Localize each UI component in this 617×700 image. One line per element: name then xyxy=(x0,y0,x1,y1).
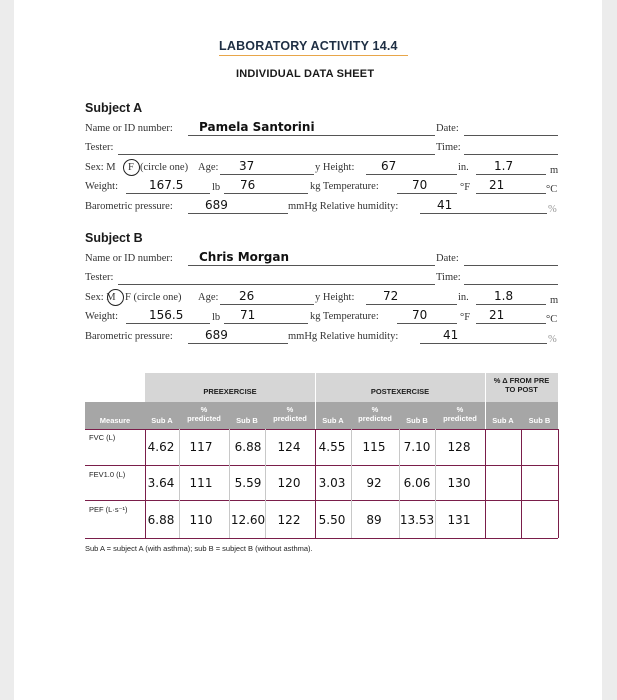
lb-unit: lb xyxy=(212,182,221,193)
humidity-label: mmHg Relative humidity: xyxy=(288,201,399,212)
subject-a-height-m: 1.7 xyxy=(494,159,514,173)
col-line xyxy=(558,429,559,538)
time-label: Time: xyxy=(436,272,461,283)
subject-a-heading: Subject A xyxy=(85,101,143,115)
weight-lb-line xyxy=(126,193,210,194)
table-row-measure: PEF (L·s⁻¹) xyxy=(89,505,128,514)
col-line xyxy=(521,429,522,538)
subject-b-weight-lb: 156.5 xyxy=(149,308,184,322)
col-pre-pct-a-2: predicted xyxy=(187,414,221,423)
temp-f-line xyxy=(397,193,457,194)
subject-b-height-in: 72 xyxy=(383,289,399,303)
row-line xyxy=(85,465,558,466)
page-title: LABORATORY ACTIVITY 14.4 xyxy=(219,39,398,53)
tester-label: Tester: xyxy=(85,142,114,153)
col-pre-sub-b: Sub B xyxy=(236,416,258,425)
f-unit: °F xyxy=(460,312,471,323)
humidity-line xyxy=(420,343,547,344)
date-label: Date: xyxy=(436,123,459,134)
subject-b-humidity: 41 xyxy=(443,328,459,342)
table-cell: 3.64 xyxy=(147,476,175,490)
in-unit: in. xyxy=(458,292,469,303)
col-pre-pct-b-2: predicted xyxy=(273,414,307,423)
subject-b-height-m: 1.8 xyxy=(494,289,514,303)
sex-f-circle-one: F (circle one) xyxy=(125,292,182,303)
table-cell: 7.10 xyxy=(403,440,431,454)
table-cell: 5.59 xyxy=(234,476,262,490)
m-unit: m xyxy=(550,165,559,176)
weight-label: Weight: xyxy=(85,311,118,322)
col-post-sub-a: Sub A xyxy=(322,416,344,425)
sex-m-circle xyxy=(107,289,124,306)
date-line xyxy=(464,265,558,266)
table-row-measure: FVC (L) xyxy=(89,433,116,442)
subject-a-weight-kg: 76 xyxy=(240,178,256,192)
col-post-sub-b: Sub B xyxy=(406,416,428,425)
row-line xyxy=(85,538,558,539)
time-line xyxy=(464,154,558,155)
row-line xyxy=(85,500,558,501)
tester-line xyxy=(118,154,435,155)
height-label: y Height: xyxy=(315,292,355,303)
height-m-line xyxy=(476,174,546,175)
col-measure: Measure xyxy=(99,416,131,425)
subject-b-name: Chris Morgan xyxy=(199,250,290,264)
sex-f-circle xyxy=(123,159,140,176)
weight-lb-line xyxy=(126,323,210,324)
date-line xyxy=(464,135,558,136)
table-cell: 6.88 xyxy=(147,513,175,527)
barometric-label: Barometric pressure: xyxy=(85,201,173,212)
col-line xyxy=(485,429,486,538)
pressure-line xyxy=(188,343,288,344)
f-unit: °F xyxy=(460,182,471,193)
table-row-measure: FEV1.0 (L) xyxy=(89,470,126,479)
table-cell: 110 xyxy=(189,513,213,527)
pct-unit: % xyxy=(548,334,557,345)
table-cell: 6.88 xyxy=(234,440,262,454)
table-cell: 3.03 xyxy=(318,476,346,490)
table-cell: 13.53 xyxy=(399,513,435,527)
time-label: Time: xyxy=(436,142,461,153)
circle-one-label: (circle one) xyxy=(140,162,189,173)
age-label: Age: xyxy=(198,162,219,173)
table-cell: 6.06 xyxy=(403,476,431,490)
table-cell: 12.60 xyxy=(230,513,266,527)
delta-group-line-1: % Δ FROM PRE xyxy=(493,376,550,385)
table-cell: 5.50 xyxy=(318,513,346,527)
age-line xyxy=(220,174,314,175)
c-unit: °C xyxy=(546,184,558,195)
sex-label: Sex: M xyxy=(85,292,116,303)
name-line xyxy=(188,135,435,136)
subject-a-name: Pamela Santorini xyxy=(199,120,315,134)
name-label: Name or ID number: xyxy=(85,123,173,134)
title-underline xyxy=(219,55,408,56)
col-post-pct-a-1: % xyxy=(371,405,379,414)
col-pre-sub-a: Sub A xyxy=(151,416,173,425)
height-in-line xyxy=(366,174,457,175)
weight-kg-line xyxy=(224,193,308,194)
in-unit: in. xyxy=(458,162,469,173)
table-cell: 4.55 xyxy=(318,440,346,454)
humidity-label: mmHg Relative humidity: xyxy=(288,331,399,342)
col-pre-pct-a-1: % xyxy=(200,405,208,414)
sex-label: Sex: M xyxy=(85,162,116,173)
col-post-pct-b-2: predicted xyxy=(443,414,477,423)
header-divider xyxy=(485,373,486,429)
tester-label: Tester: xyxy=(85,272,114,283)
col-pre-pct-b-1: % xyxy=(286,405,294,414)
table-cell: 128 xyxy=(447,440,471,454)
temp-c-line xyxy=(476,323,546,324)
height-in-line xyxy=(366,304,457,305)
subject-b-temp-c: 21 xyxy=(489,308,505,322)
delta-group-line-2: TO POST xyxy=(505,385,538,394)
c-unit: °C xyxy=(546,314,558,325)
row-line xyxy=(85,429,558,430)
table-cell: 131 xyxy=(447,513,471,527)
postexercise-group: POSTEXERCISE xyxy=(370,387,430,396)
temperature-label: kg Temperature: xyxy=(310,311,379,322)
weight-label: Weight: xyxy=(85,181,118,192)
page-subtitle: INDIVIDUAL DATA SHEET xyxy=(236,68,375,80)
age-label: Age: xyxy=(198,292,219,303)
barometric-label: Barometric pressure: xyxy=(85,331,173,342)
temp-c-line xyxy=(476,193,546,194)
height-m-line xyxy=(476,304,546,305)
subject-a-humidity: 41 xyxy=(437,198,453,212)
name-line xyxy=(188,265,435,266)
lb-unit: lb xyxy=(212,312,221,323)
table-cell: 130 xyxy=(447,476,471,490)
subject-b-pressure: 689 xyxy=(205,328,228,342)
date-label: Date: xyxy=(436,253,459,264)
subject-a-temp-c: 21 xyxy=(489,178,505,192)
col-delta-sub-b: Sub B xyxy=(528,416,551,425)
col-post-pct-a-2: predicted xyxy=(358,414,392,423)
subject-b-heading: Subject B xyxy=(85,231,143,245)
subject-a-height-in: 67 xyxy=(381,159,397,173)
table-cell: 92 xyxy=(366,476,382,490)
table-cell: 89 xyxy=(366,513,382,527)
data-sheet-page xyxy=(14,0,602,700)
height-label: y Height: xyxy=(315,162,355,173)
time-line xyxy=(464,284,558,285)
humidity-line xyxy=(420,213,547,214)
col-post-pct-b-1: % xyxy=(456,405,464,414)
table-cell: 120 xyxy=(277,476,301,490)
pressure-line xyxy=(188,213,288,214)
subject-b-age: 26 xyxy=(239,289,255,303)
header-divider xyxy=(315,373,316,429)
table-cell: 117 xyxy=(189,440,213,454)
table-cell: 124 xyxy=(277,440,301,454)
name-label: Name or ID number: xyxy=(85,253,173,264)
m-unit: m xyxy=(550,295,559,306)
subject-b-temp-f: 70 xyxy=(412,308,428,322)
sex-f-option: F xyxy=(128,162,134,173)
age-line xyxy=(220,304,314,305)
table-cell: 115 xyxy=(362,440,386,454)
subject-a-age: 37 xyxy=(239,159,255,173)
tester-line xyxy=(118,284,435,285)
subject-a-weight-lb: 167.5 xyxy=(149,178,184,192)
table-cell: 4.62 xyxy=(147,440,175,454)
temperature-label: kg Temperature: xyxy=(310,181,379,192)
subject-b-weight-kg: 71 xyxy=(240,308,256,322)
subject-a-temp-f: 70 xyxy=(412,178,428,192)
table-cell: 122 xyxy=(277,513,301,527)
subject-a-pressure: 689 xyxy=(205,198,228,212)
table-footnote: Sub A = subject A (with asthma); sub B = subject B (without asthma). xyxy=(85,544,313,553)
col-delta-sub-a: Sub A xyxy=(492,416,514,425)
table-cell: 111 xyxy=(189,476,213,490)
preexercise-group: PREEXERCISE xyxy=(203,387,257,396)
temp-f-line xyxy=(397,323,457,324)
weight-kg-line xyxy=(224,323,308,324)
pct-unit: % xyxy=(548,204,557,215)
